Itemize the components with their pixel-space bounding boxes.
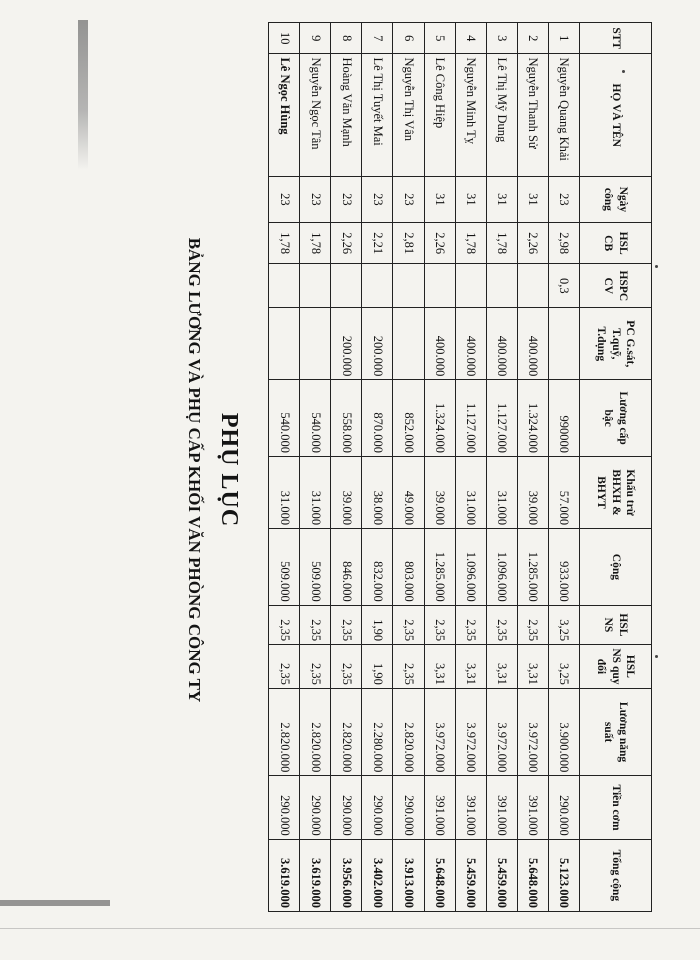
cell-pc: 400.000: [455, 308, 486, 380]
cell-hsl-ns-quy-doi: 3,31: [486, 645, 517, 689]
cell-hsl-cb: 1,78: [269, 222, 300, 264]
cell-luong-cap-bac: 870.000: [362, 380, 393, 457]
cell-luong-cap-bac: 1.324.000: [424, 380, 455, 457]
cell-stt: 10: [269, 23, 300, 54]
cell-tien-com: 290.000: [393, 776, 424, 839]
cell-pc: [300, 308, 331, 380]
cell-tong-cong: 5.459.000: [455, 839, 486, 911]
cell-cong: 1.285.000: [424, 529, 455, 606]
cell-stt: 8: [331, 23, 362, 54]
cell-hspc: [393, 264, 424, 308]
cell-hsl-ns: 2,35: [269, 605, 300, 644]
cell-name: Hoàng Văn Mạnh: [331, 54, 362, 177]
table-row: [393, 23, 424, 912]
table-row: [548, 23, 579, 912]
cell-tien-com: 391.000: [517, 776, 548, 839]
cell-khau-tru: 31.000: [455, 456, 486, 528]
cell-tong-cong: 3.619.000: [269, 839, 300, 911]
scan-mark: [0, 900, 110, 906]
cell-ngay-cong: 23: [269, 176, 300, 222]
cell-hsl-ns-quy-doi: 2,35: [269, 645, 300, 689]
page-content: [100, 20, 660, 920]
cell-stt: 2: [517, 23, 548, 54]
document-subtitle: BẢNG LƯƠNG VÀ PHỤ CẤP KHỐI VĂN PHÒNG CÔNG TY: [185, 237, 204, 703]
cell-hsl-ns-quy-doi: 3,31: [517, 645, 548, 689]
cell-name: Lê Thị Mỹ Dung: [486, 54, 517, 177]
cell-hsl-ns-quy-doi: 2,35: [393, 645, 424, 689]
cell-name: Lê Ngọc Hùng: [269, 54, 300, 177]
cell-luong-cap-bac: 1.127.000: [455, 380, 486, 457]
rotated-page: [100, 20, 660, 920]
cell-khau-tru: 31.000: [269, 456, 300, 528]
cell-pc: [548, 308, 579, 380]
header-tien-com: Tiền cơm: [580, 776, 652, 839]
cell-luong-cap-bac: 1.324.000: [517, 380, 548, 457]
cell-hsl-ns-quy-doi: 2,35: [300, 645, 331, 689]
cell-pc: 400.000: [424, 308, 455, 380]
header-tong-cong: Tổng cộng: [580, 839, 652, 911]
header-pc: PC G.sát, T.quỹ, T.dụng: [580, 308, 652, 380]
cell-hsl-ns: 2,35: [300, 605, 331, 644]
cell-luong-nang-suat: 2.280.000: [362, 688, 393, 776]
cell-hsl-ns-quy-doi: 3,31: [455, 645, 486, 689]
cell-hspc: [455, 264, 486, 308]
cell-pc: 200.000: [331, 308, 362, 380]
cell-hsl-ns-quy-doi: 3,31: [424, 645, 455, 689]
salary-table: [268, 22, 652, 912]
cell-luong-nang-suat: 2.820.000: [393, 688, 424, 776]
scan-edge-shadow: [78, 20, 88, 170]
table-row: [269, 23, 300, 912]
cell-tong-cong: 3.619.000: [300, 839, 331, 911]
cell-hspc: [424, 264, 455, 308]
cell-name: Nguyễn Thị Vân: [393, 54, 424, 177]
cell-luong-nang-suat: 2.820.000: [269, 688, 300, 776]
cell-pc: [269, 308, 300, 380]
cell-name: Lê Công Hiệp: [424, 54, 455, 177]
cell-hsl-ns-quy-doi: 3,25: [548, 645, 579, 689]
cell-luong-nang-suat: 2.820.000: [300, 688, 331, 776]
cell-tien-com: 391.000: [455, 776, 486, 839]
cell-tong-cong: 3.402.000: [362, 839, 393, 911]
cell-ngay-cong: 23: [362, 176, 393, 222]
cell-tong-cong: 3.956.000: [331, 839, 362, 911]
cell-hspc: [362, 264, 393, 308]
cell-hspc: [300, 264, 331, 308]
header-hsl-ns: HSL NS: [580, 605, 652, 644]
cell-cong: 1.096.000: [455, 529, 486, 606]
cell-khau-tru: 31.000: [300, 456, 331, 528]
cell-stt: 5: [424, 23, 455, 54]
cell-hsl-cb: 1,78: [486, 222, 517, 264]
cell-tien-com: 290.000: [331, 776, 362, 839]
cell-ngay-cong: 23: [548, 176, 579, 222]
cell-tien-com: 290.000: [300, 776, 331, 839]
table-row: [362, 23, 393, 912]
cell-cong: 832.000: [362, 529, 393, 606]
cell-name: Lê Thị Tuyết Mai: [362, 54, 393, 177]
cell-pc: 400.000: [517, 308, 548, 380]
header-hsl-ns-quy-doi: HSL NS quy đổi: [580, 645, 652, 689]
cell-ngay-cong: 31: [517, 176, 548, 222]
cell-tong-cong: 5.648.000: [424, 839, 455, 911]
cell-luong-nang-suat: 3.900.000: [548, 688, 579, 776]
cell-hspc: [486, 264, 517, 308]
cell-ngay-cong: 31: [424, 176, 455, 222]
cell-luong-nang-suat: 3.972.000: [517, 688, 548, 776]
cell-cong: 846.000: [331, 529, 362, 606]
cell-hsl-cb: 2,26: [331, 222, 362, 264]
table-row: [486, 23, 517, 912]
cell-luong-nang-suat: 3.972.000: [486, 688, 517, 776]
cell-pc: 400.000: [486, 308, 517, 380]
cell-stt: 4: [455, 23, 486, 54]
cell-tien-com: 391.000: [424, 776, 455, 839]
header-luong-nang-suat: Lương năng suất: [580, 688, 652, 776]
cell-luong-cap-bac: 990000: [548, 380, 579, 457]
cell-khau-tru: 39.000: [331, 456, 362, 528]
cell-ngay-cong: 23: [331, 176, 362, 222]
cell-hsl-cb: 2,26: [517, 222, 548, 264]
cell-hsl-ns: 1,90: [362, 605, 393, 644]
cell-luong-nang-suat: 3.972.000: [424, 688, 455, 776]
cell-hsl-cb: 2,26: [424, 222, 455, 264]
cell-cong: 509.000: [269, 529, 300, 606]
cell-hspc: [331, 264, 362, 308]
cell-cong: 509.000: [300, 529, 331, 606]
table-header-row: [580, 23, 652, 912]
scan-line: [0, 928, 700, 929]
table-row: [300, 23, 331, 912]
cell-khau-tru: 38.000: [362, 456, 393, 528]
cell-hsl-cb: 2,98: [548, 222, 579, 264]
cell-name: Nguyễn Quang Khải: [548, 54, 579, 177]
cell-stt: 6: [393, 23, 424, 54]
cell-hsl-ns: 2,35: [455, 605, 486, 644]
table-row: [331, 23, 362, 912]
cell-name: Nguyễn Thanh Sử: [517, 54, 548, 177]
cell-hsl-ns: 2,35: [331, 605, 362, 644]
cell-tong-cong: 5.648.000: [517, 839, 548, 911]
cell-cong: 803.000: [393, 529, 424, 606]
header-luong-cap-bac: Lương cấp bậc: [580, 380, 652, 457]
cell-luong-cap-bac: 540.000: [269, 380, 300, 457]
cell-hspc: 0,3: [548, 264, 579, 308]
cell-khau-tru: 49.000: [393, 456, 424, 528]
cell-hsl-ns: 2,35: [517, 605, 548, 644]
cell-hspc: [269, 264, 300, 308]
cell-ngay-cong: 23: [393, 176, 424, 222]
cell-cong: 1.285.000: [517, 529, 548, 606]
header-name: HỌ VÀ TÊN: [580, 54, 652, 177]
document-title: PHỤ LỤC: [216, 412, 242, 528]
header-cong: Cộng: [580, 529, 652, 606]
cell-tong-cong: 3.913.000: [393, 839, 424, 911]
cell-khau-tru: 39.000: [424, 456, 455, 528]
cell-tong-cong: 5.459.000: [486, 839, 517, 911]
table-row: [424, 23, 455, 912]
cell-khau-tru: 31.000: [486, 456, 517, 528]
cell-pc: [393, 308, 424, 380]
cell-hspc: [517, 264, 548, 308]
cell-luong-cap-bac: 1.127.000: [486, 380, 517, 457]
cell-luong-cap-bac: 540.000: [300, 380, 331, 457]
cell-stt: 3: [486, 23, 517, 54]
cell-khau-tru: 39.000: [517, 456, 548, 528]
cell-name: Nguyễn Ngọc Tân: [300, 54, 331, 177]
cell-luong-nang-suat: 2.820.000: [331, 688, 362, 776]
cell-hsl-ns-quy-doi: 2,35: [331, 645, 362, 689]
cell-tien-com: 290.000: [269, 776, 300, 839]
cell-ngay-cong: 23: [300, 176, 331, 222]
cell-ngay-cong: 31: [486, 176, 517, 222]
cell-tong-cong: 5.123.000: [548, 839, 579, 911]
table-row: [455, 23, 486, 912]
cell-stt: 7: [362, 23, 393, 54]
header-stt: STT: [580, 23, 652, 54]
cell-hsl-ns: 3,25: [548, 605, 579, 644]
cell-tien-com: 391.000: [486, 776, 517, 839]
cell-name: Nguyễn Minh Tỵ: [455, 54, 486, 177]
cell-hsl-cb: 2,21: [362, 222, 393, 264]
cell-hsl-ns: 2,35: [424, 605, 455, 644]
cell-hsl-ns: 2,35: [486, 605, 517, 644]
cell-luong-cap-bac: 852.000: [393, 380, 424, 457]
cell-tien-com: 290.000: [548, 776, 579, 839]
cell-khau-tru: 57.000: [548, 456, 579, 528]
cell-pc: 200.000: [362, 308, 393, 380]
cell-luong-nang-suat: 3.972.000: [455, 688, 486, 776]
header-hsl-cb: HSL CB: [580, 222, 652, 264]
cell-hsl-cb: 1,78: [455, 222, 486, 264]
cell-hsl-cb: 1,78: [300, 222, 331, 264]
header-hspc-cv: HSPC CV: [580, 264, 652, 308]
cell-cong: 1.096.000: [486, 529, 517, 606]
table-row: [517, 23, 548, 912]
cell-tien-com: 290.000: [362, 776, 393, 839]
cell-cong: 933.000: [548, 529, 579, 606]
cell-luong-cap-bac: 558.000: [331, 380, 362, 457]
cell-hsl-ns-quy-doi: 1,90: [362, 645, 393, 689]
cell-hsl-ns: 2,35: [393, 605, 424, 644]
cell-stt: 1: [548, 23, 579, 54]
cell-stt: 9: [300, 23, 331, 54]
header-khau-tru: Khấu trừ BHXH & BHYT: [580, 456, 652, 528]
cell-ngay-cong: 31: [455, 176, 486, 222]
cell-hsl-cb: 2,81: [393, 222, 424, 264]
header-ngay-cong: Ngày công: [580, 176, 652, 222]
